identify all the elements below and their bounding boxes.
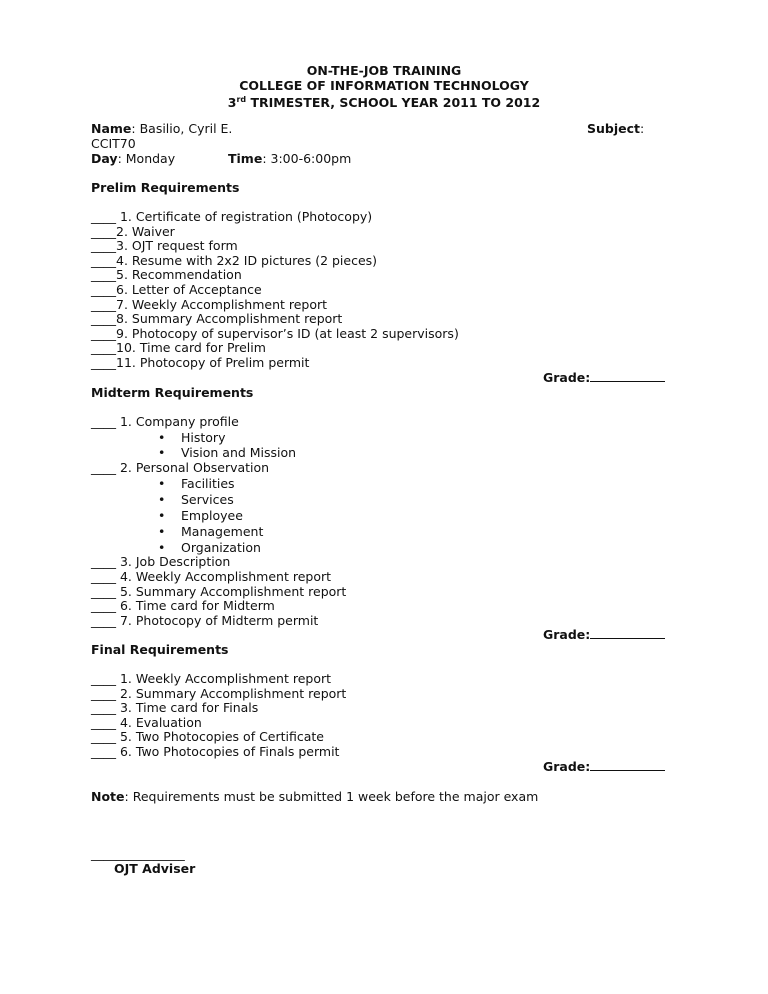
midterm-subitem: Employee: [181, 508, 243, 523]
trimester-text: TRIMESTER, SCHOOL YEAR 2011 TO 2012: [246, 95, 541, 110]
prelim-item: ____3. OJT request form: [91, 238, 238, 253]
midterm-grade-blank: [590, 627, 665, 639]
title-line-1: ON-THE-JOB TRAINING: [306, 63, 462, 78]
midterm-item: ____ 4. Weekly Accomplishment report: [91, 569, 332, 584]
midterm-subitem: Services: [181, 492, 234, 507]
bullet-icon: •: [158, 508, 166, 523]
title-line-2: COLLEGE OF INFORMATION TECHNOLOGY: [239, 78, 529, 93]
midterm-heading: Midterm Requirements: [91, 385, 254, 400]
subject-label: Subject: [587, 121, 640, 136]
name-row: [91, 121, 232, 136]
final-item: ____ 3. Time card for Finals: [91, 700, 259, 715]
time-row: [228, 151, 351, 166]
prelim-item: ____10. Time card for Prelim: [91, 340, 266, 355]
bullet-icon: •: [158, 476, 166, 491]
signature-line: _______________: [91, 846, 185, 861]
midterm-item: ____ 3. Job Description: [91, 554, 231, 569]
name-value: : Basilio, Cyril E.: [131, 121, 233, 136]
midterm-item: ____ 6. Time card for Midterm: [91, 598, 275, 613]
final-grade-blank: [590, 759, 665, 771]
midterm-subitem: Facilities: [181, 476, 235, 491]
bullet-icon: •: [158, 445, 166, 460]
prelim-item: ____9. Photocopy of supervisor’s ID (at least 2 supervisors): [91, 326, 459, 341]
prelim-heading: Prelim Requirements: [91, 180, 240, 195]
bullet-icon: •: [158, 430, 166, 445]
midterm-subitem: Vision and Mission: [181, 445, 297, 460]
note-label: Note: [91, 789, 125, 804]
final-item: ____ 5. Two Photocopies of Certificate: [91, 729, 324, 744]
final-item: ____ 2. Summary Accomplishment report: [91, 686, 347, 701]
final-item: ____ 6. Two Photocopies of Finals permit: [91, 744, 340, 759]
subject-label-row: [587, 121, 644, 136]
final-grade-label: Grade:: [543, 759, 591, 774]
note-row: [91, 789, 538, 804]
midterm-item: ____ 7. Photocopy of Midterm permit: [91, 613, 319, 628]
trimester-ordinal: rd: [236, 95, 247, 104]
midterm-item: ____ 2. Personal Observation: [91, 460, 270, 475]
title-line-3: [0, 92, 768, 110]
prelim-grade: [543, 370, 665, 385]
day-value: : Monday: [117, 151, 176, 166]
final-heading: Final Requirements: [91, 642, 229, 657]
trimester-number: 3: [227, 95, 237, 110]
midterm-item: ____ 1. Company profile: [91, 414, 239, 429]
time-label: Time: [228, 151, 263, 166]
bullet-icon: •: [158, 540, 166, 555]
day-label: Day: [91, 151, 118, 166]
midterm-grade: [543, 627, 665, 642]
midterm-subitem: History: [181, 430, 226, 445]
final-item: ____ 1. Weekly Accomplishment report: [91, 671, 332, 686]
subject-colon: :: [640, 121, 645, 136]
bullet-icon: •: [158, 524, 166, 539]
prelim-item: ____5. Recommendation: [91, 267, 242, 282]
time-value: : 3:00-6:00pm: [262, 151, 352, 166]
midterm-subitem: Organization: [181, 540, 261, 555]
prelim-grade-blank: [590, 370, 665, 382]
final-grade: [543, 759, 665, 774]
final-item: ____ 4. Evaluation: [91, 715, 202, 730]
prelim-item: ____2. Waiver: [91, 224, 175, 239]
midterm-grade-label: Grade:: [543, 627, 591, 642]
prelim-item: ____7. Weekly Accomplishment report: [91, 297, 328, 312]
bullet-icon: •: [158, 492, 166, 507]
note-text: : Requirements must be submitted 1 week before the major exam: [124, 789, 539, 804]
prelim-grade-label: Grade:: [543, 370, 591, 385]
midterm-item: ____ 5. Summary Accomplishment report: [91, 584, 347, 599]
subject-value: CCIT70: [91, 136, 136, 151]
signature-label: OJT Adviser: [114, 861, 196, 876]
day-row: [91, 151, 175, 166]
prelim-item: ____ 1. Certificate of registration (Photocopy): [91, 209, 373, 224]
midterm-subitem: Management: [181, 524, 264, 539]
name-label: Name: [91, 121, 132, 136]
prelim-item: ____4. Resume with 2x2 ID pictures (2 pieces): [91, 253, 378, 268]
prelim-item: ____11. Photocopy of Prelim permit: [91, 355, 310, 370]
prelim-item: ____8. Summary Accomplishment report: [91, 311, 343, 326]
prelim-item: ____6. Letter of Acceptance: [91, 282, 262, 297]
